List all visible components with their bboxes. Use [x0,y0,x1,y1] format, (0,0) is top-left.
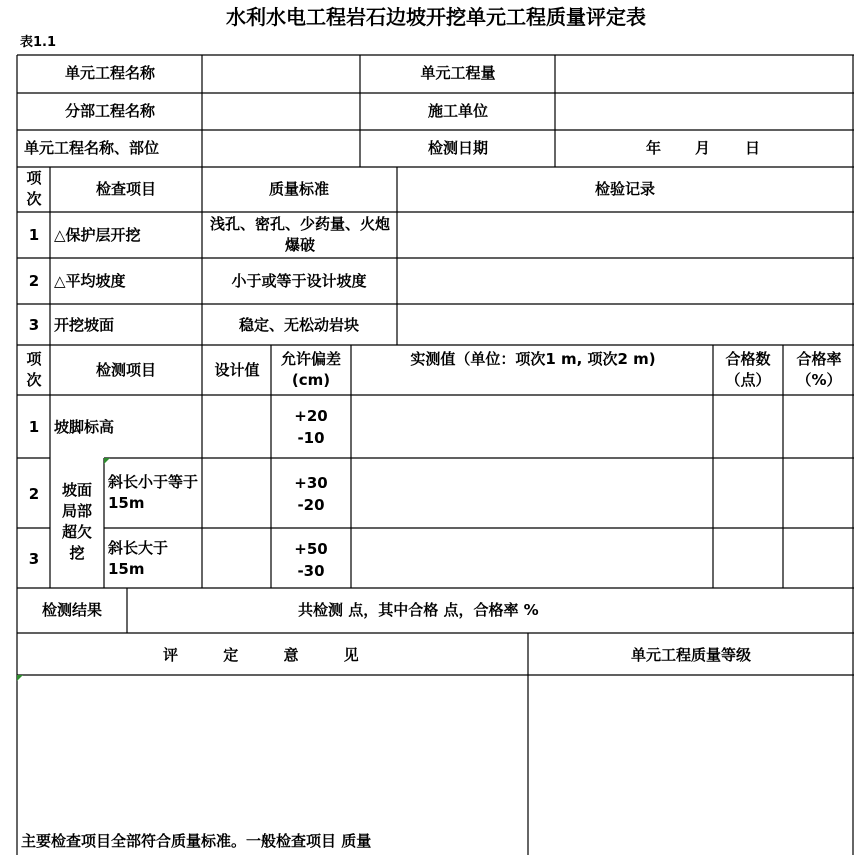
table-number: 表1.1 [20,35,57,50]
measure-sub-item: 斜长大于15m [108,539,169,578]
inspect-row-item: 开挖坡面 [54,316,115,334]
result-summary: 共检测 点，其中合格 点，合格率 % [298,601,539,619]
tolerance-plus: +30 [294,474,328,492]
inspect-no-header: 项次 [26,169,42,208]
inspect-row-standard: 稳定、无松动岩块 [238,316,360,334]
test-date-label: 检测日期 [427,139,489,157]
unit-quantity-label: 单元工程量 [420,64,496,82]
page-title: 水利水电工程岩石边坡开挖单元工程质量评定表 [226,5,646,29]
measure-row-no: 3 [28,550,40,568]
inspect-record-header: 检验记录 [594,180,656,198]
tolerance-plus: +20 [294,407,328,425]
measure-row-item: 坡脚标高 [54,418,115,436]
inspect-row-standard: 小于或等于设计坡度 [231,272,367,290]
measure-sub-item: 斜长小于等于15m [108,473,199,512]
date-month: 月 [695,139,711,157]
tolerance-minus: -10 [297,429,325,447]
inspect-row-no: 2 [28,272,40,290]
tolerance-minus: -30 [297,562,325,580]
inspect-row-item: △平均坡度 [54,272,126,290]
date-day: 日 [745,139,761,157]
opinion-body-text: 主要检查项目全部符合质量标准。一般检查项目 质量 [21,832,372,850]
tolerance-plus: +50 [294,540,328,558]
tolerance-header: 允许偏差(cm) [280,350,341,389]
measure-row-no: 2 [28,485,40,503]
inspect-item-header: 检查项目 [95,180,157,198]
pass-rate-header: 合格率（%） [796,350,842,389]
measure-item-header: 检测项目 [95,361,157,379]
tolerance-minus: -20 [297,496,325,514]
result-label: 检测结果 [41,601,103,619]
measure-no-header: 项次 [26,350,42,389]
measure-row-no: 1 [28,418,40,436]
design-value-header: 设计值 [214,361,260,379]
inspect-row-item: △保护层开挖 [54,226,141,244]
unit-quality-grade-label: 单元工程质量等级 [630,646,752,664]
constructor-label: 施工单位 [427,102,489,120]
inspect-row-standard: 浅孔、密孔、少药量、火炮爆破 [210,215,391,254]
date-year: 年 [646,139,662,157]
actual-value-header: 实测值（单位：项次1 m, 项次2 m) [410,350,656,368]
pass-count-header: 合格数（点） [725,350,771,389]
sub-project-name-label: 分部工程名称 [64,102,156,120]
inspect-standard-header: 质量标准 [268,180,330,198]
unit-name-label: 单元工程名称 [64,64,156,82]
unit-name-location-label: 单元工程名称、部位 [24,139,160,157]
inspect-row-no: 3 [28,316,40,334]
measure-group-item: 坡面局部超欠挖 [61,481,92,562]
opinion-label: 评 定 意 见 [163,646,379,664]
inspect-row-no: 1 [28,226,40,244]
